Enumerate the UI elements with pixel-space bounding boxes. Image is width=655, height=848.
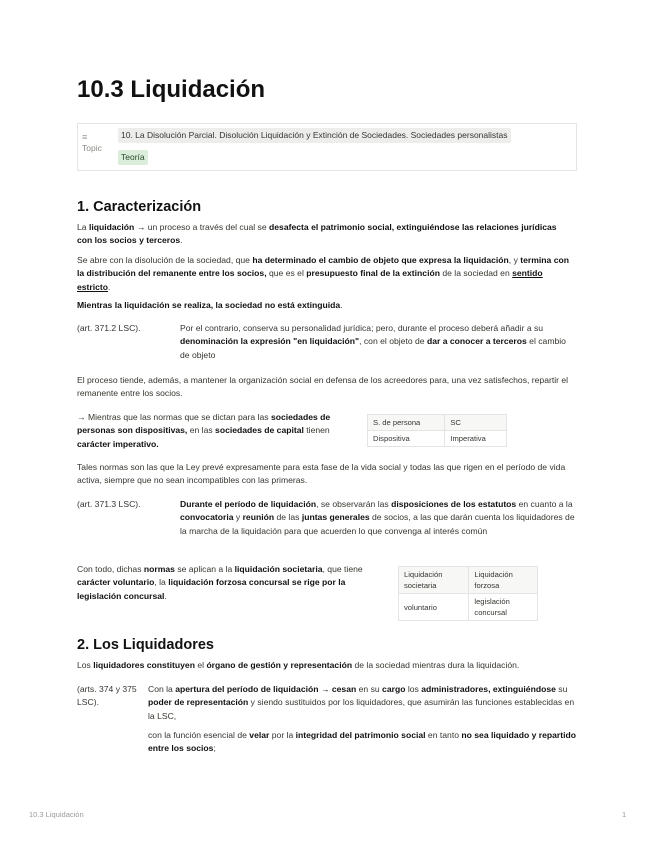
text-run: en tanto — [425, 730, 462, 740]
text-run: tienen — [303, 425, 330, 436]
paragraph — [77, 411, 357, 451]
text-run: y siendo sustituidos por los liquidadores, que asumirán las funciones establecidas en la LSC, — [148, 697, 575, 721]
section-heading-caracterizacion: 1. Caracterización — [77, 199, 202, 215]
text-run: Con la — [148, 684, 176, 694]
text-run: La — [77, 222, 89, 232]
text-run: Con todo, dichas — [77, 564, 144, 574]
article-reference: (art. 371.2 LSC). — [77, 323, 141, 333]
paragraph — [77, 563, 375, 603]
text-run: liquidación societaria — [234, 564, 323, 574]
text-run: en su — [356, 684, 383, 694]
text-run: Se abre con la disolución de la sociedad, que — [77, 255, 253, 265]
table-cell: Imperativa — [445, 431, 507, 447]
article-text — [148, 683, 576, 723]
list-icon: ≡ — [82, 132, 88, 142]
article-text — [148, 729, 576, 756]
text-run: sentido estricto — [77, 268, 543, 292]
text-run: → Mientras que las normas que se dictan para las — [77, 412, 271, 422]
article-reference: (arts. 374 y 375 LSC). — [77, 684, 137, 708]
table-header-cell: S. de persona — [368, 415, 445, 431]
text-run: con la función esencial de — [148, 730, 250, 740]
paragraph — [77, 374, 574, 401]
text-run: en las — [187, 425, 216, 436]
text-run: Mientras la liquidación se realiza, la sociedad no está extinguida — [77, 300, 341, 310]
text-run: , con el objeto de — [359, 336, 427, 347]
table-header-cell: SC — [445, 415, 507, 431]
text-run: convocatoria — [180, 512, 234, 523]
text-run: integridad del patrimonio social — [295, 730, 426, 740]
text-run: que es el — [266, 268, 307, 279]
table-cell: voluntario — [399, 594, 469, 621]
text-run: normas — [143, 564, 175, 574]
text-run: de la sociedad en — [439, 268, 513, 279]
topic-property-label — [82, 132, 102, 154]
text-run: liquidación forzosa concursal se rige por la legislación concursal — [77, 577, 346, 601]
text-run: apertura del período de liquidación → cesan — [175, 684, 357, 694]
text-run: el — [194, 660, 207, 670]
type-tag[interactable]: Teoría — [118, 150, 148, 165]
article-reference: (art. 371.3 LSC). — [77, 499, 141, 509]
text-run: un proceso a través del cual se — [147, 222, 270, 232]
article-text — [180, 498, 576, 538]
text-run: , que tiene — [322, 564, 363, 574]
text-run: , y — [508, 255, 521, 265]
text-run: reunión — [242, 512, 275, 523]
text-run: Los — [77, 660, 94, 670]
text-run: sociedades de personas son dispositivas, — [77, 412, 331, 436]
text-run: de la sociedad mientras dura la liquidación. — [352, 660, 520, 670]
text-run: , se observarán las — [316, 499, 392, 509]
paragraph — [77, 299, 574, 312]
page-title: 10.3 Liquidación — [77, 76, 266, 103]
text-run: dar a conocer a terceros — [426, 336, 527, 347]
text-run: no sea liquidado y repartido entre los socios — [148, 730, 576, 754]
text-run: El proceso tiende, además, a mantener la organización social en defensa de los acreedores para, una vez satisfechos, repartir el remanente entre los socios. — [77, 375, 569, 399]
text-run: juntas generales — [301, 512, 370, 523]
text-run: desafecta el patrimonio social, extinguiéndose las relaciones jurídicas con los socios y terceros — [77, 222, 557, 246]
paragraph — [77, 659, 574, 672]
text-run: los — [405, 684, 422, 694]
text-run: carácter imperativo. — [77, 438, 159, 449]
text-run: extinguiéndose — [492, 684, 556, 694]
text-run: poder de representación — [148, 697, 249, 708]
text-run: carácter voluntario — [77, 577, 155, 588]
topic-tag[interactable]: 10. La Disolución Parcial. Disolución Liquidación y Extinción de Sociedades. Sociedades personalistas — [118, 128, 511, 143]
table-header-cell: Liquidación forzosa — [469, 567, 538, 594]
text-run: el cambio de objeto — [180, 336, 566, 360]
paragraph — [77, 221, 574, 248]
text-run: cargo — [382, 684, 406, 694]
text-run: Tales normas son las que la Ley prevé expresamente para esta fase de la vida social y todas las que rigen en el período de vida activa, siempre que no sean incompatibles con las primeras. — [77, 462, 566, 486]
text-run: . — [180, 235, 183, 246]
article-text — [180, 322, 576, 362]
text-run: . — [108, 281, 111, 292]
text-run: ; — [213, 743, 216, 754]
text-run: presupuesto final de la extinción — [306, 268, 440, 279]
text-run: , la — [154, 577, 169, 588]
table-cell: Dispositiva — [368, 431, 445, 447]
text-run: órgano de gestión y representación — [206, 660, 353, 670]
paragraph — [77, 461, 574, 488]
text-run: disposiciones de los estatutos — [391, 499, 517, 509]
section-heading-liquidadores: 2. Los Liquidadores — [77, 637, 214, 653]
text-run: denominación la expresión "en liquidación" — [180, 336, 360, 347]
table-header-cell: Liquidación societaria — [399, 567, 469, 594]
text-run: y — [233, 512, 243, 523]
text-run: sociedades de capital — [215, 425, 304, 436]
paragraph — [77, 254, 574, 294]
text-run: administradores, — [421, 684, 491, 694]
text-run: en cuanto a la — [516, 499, 573, 509]
text-run: Por el contrario, conserva su personalidad jurídica; pero, durante el proceso deberá añadir a su — [180, 323, 544, 333]
text-run: su — [555, 684, 568, 694]
text-run: de socios, a las que darán cuenta los liquidadores de la marcha de la liquidación para que acuerden lo que convenga al interés común — [180, 512, 575, 536]
footer-page-number: 1 — [622, 810, 627, 819]
topic-label: Topic — [82, 143, 102, 153]
text-run: liquidación → — [88, 222, 148, 232]
text-run: de las — [274, 512, 302, 523]
table-cell: legislación concursal — [469, 594, 538, 621]
text-run: termina con la distribución del remanente entre los socios, — [77, 255, 569, 279]
text-run: Durante el período de liquidación — [180, 499, 317, 509]
text-run: por la — [269, 730, 296, 740]
text-run: liquidadores constituyen — [93, 660, 195, 670]
text-run: velar — [249, 730, 270, 740]
text-run: . — [340, 300, 343, 310]
properties-block — [77, 123, 577, 171]
text-run: . — [164, 590, 167, 601]
footer-page-title: 10.3 Liquidación — [29, 810, 84, 819]
comparison-table-liquidation — [398, 566, 538, 621]
comparison-table-norms — [367, 414, 507, 447]
text-run: se aplican a la — [174, 564, 235, 574]
text-run: ha determinado el cambio de objeto que expresa la liquidación — [252, 255, 509, 265]
